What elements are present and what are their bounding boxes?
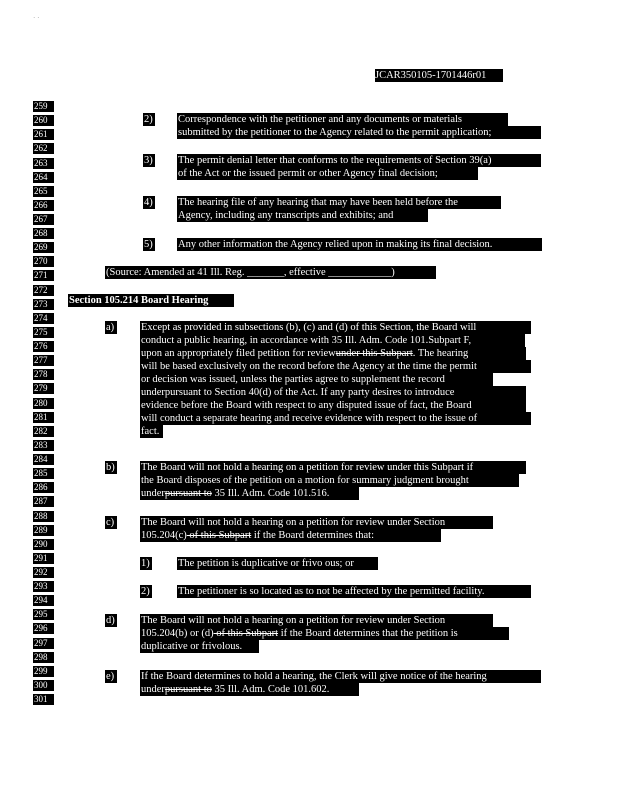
line-number: 298 bbox=[33, 652, 54, 663]
subsection-d-label: d) bbox=[105, 614, 117, 627]
subsection-c-line-2-end: if the Board determines that: bbox=[251, 530, 375, 541]
line-number: 289 bbox=[33, 525, 54, 536]
line-number: 287 bbox=[33, 496, 54, 507]
subsection-a-line-1: Except as provided in subsections (b), (c) and (d) of this Section, the Board will bbox=[140, 321, 531, 334]
line-number: 284 bbox=[33, 454, 54, 465]
subsection-b-line-1: The Board will not hold a hearing on a petition for review under this Subpart if bbox=[140, 461, 526, 474]
line-number: 267 bbox=[33, 214, 54, 225]
line-number: 301 bbox=[33, 694, 54, 705]
line-number: 262 bbox=[33, 143, 54, 154]
subsection-a-line-4: will be based exclusively on the record before the Agency at the time the permit bbox=[140, 360, 531, 373]
line-number: 279 bbox=[33, 383, 54, 394]
item-2-line-2: submitted by the petitioner to the Agency related to the permit application; bbox=[177, 126, 541, 139]
subsection-d-line-2-text: 105.204(b) or (d) bbox=[141, 628, 214, 639]
line-number: 265 bbox=[33, 186, 54, 197]
item-4-number: 4) bbox=[143, 196, 155, 209]
line-number: 283 bbox=[33, 440, 54, 451]
subsection-b-line-2: the Board disposes of the petition on a motion for summary judgment brought bbox=[140, 474, 519, 487]
line-number: 288 bbox=[33, 511, 54, 522]
item-3-number: 3) bbox=[143, 154, 155, 167]
line-number: 266 bbox=[33, 200, 54, 211]
line-number: 273 bbox=[33, 299, 54, 310]
line-number: 286 bbox=[33, 482, 54, 493]
document-id: JCAR350105-1701446r01 bbox=[375, 69, 503, 82]
line-number: 300 bbox=[33, 680, 54, 691]
line-number: 270 bbox=[33, 256, 54, 267]
subsection-e-deleted-text: pursuant to bbox=[164, 684, 212, 695]
subsection-a-line-2: conduct a public hearing, in accordance with 35 Ill. Adm. Code 101.Subpart F, bbox=[140, 334, 525, 347]
line-number: 263 bbox=[33, 158, 54, 169]
subsection-b-deleted-text: pursuant to bbox=[164, 488, 212, 499]
item-4-line-2: Agency, including any transcripts and exhibits; and bbox=[177, 209, 428, 222]
line-number: 276 bbox=[33, 341, 54, 352]
line-number: 297 bbox=[33, 638, 54, 649]
section-heading: Section 105.214 Board Hearing bbox=[68, 294, 234, 307]
subsection-c-2-text: The petitioner is so located as to not be affected by the permitted facility. bbox=[177, 585, 531, 598]
subsection-a-line-3-text: upon an appropriately filed petition for review bbox=[141, 348, 336, 359]
subsection-b-inserted-text: under bbox=[141, 488, 165, 499]
line-number: 259 bbox=[33, 101, 54, 112]
subsection-d-deleted-text: of this Subpart bbox=[213, 628, 279, 639]
subsection-a-line-3 bbox=[140, 347, 526, 360]
line-number: 271 bbox=[33, 270, 54, 281]
item-3-line-2: of the Act or the issued permit or other Agency final decision; bbox=[177, 167, 478, 180]
line-number: 272 bbox=[33, 285, 54, 296]
line-number: 292 bbox=[33, 567, 54, 578]
subsection-a-line-9: fact. bbox=[140, 425, 163, 438]
line-number: 299 bbox=[33, 666, 54, 677]
line-number: 268 bbox=[33, 228, 54, 239]
line-number: 274 bbox=[33, 313, 54, 324]
line-number: 291 bbox=[33, 553, 54, 564]
line-number: 275 bbox=[33, 327, 54, 338]
subsection-c-1-number: 1) bbox=[140, 557, 152, 570]
line-number: 269 bbox=[33, 242, 54, 253]
subsection-b-line-3-end: 35 Ill. Adm. Code 101.516. bbox=[211, 488, 330, 499]
item-4-line-1: The hearing file of any hearing that may have been held before the bbox=[177, 196, 501, 209]
subsection-a-deleted-text: under this Subpart bbox=[335, 348, 413, 359]
subsection-a-label: a) bbox=[105, 321, 117, 334]
subsection-c-2-number: 2) bbox=[140, 585, 152, 598]
line-number: 296 bbox=[33, 623, 54, 634]
subsection-e-line-2 bbox=[140, 683, 359, 696]
subsection-e-label: e) bbox=[105, 670, 117, 683]
subsection-a-line-3-end: . The hearing bbox=[412, 348, 469, 359]
subsection-a-line-7: evidence before the Board with respect to any disputed issue of fact, the Board bbox=[140, 399, 526, 412]
subsection-d-line-1: The Board will not hold a hearing on a petition for review under Section bbox=[140, 614, 493, 627]
line-number: 278 bbox=[33, 369, 54, 380]
item-5-number: 5) bbox=[143, 238, 155, 251]
subsection-e-line-2-end: 35 Ill. Adm. Code 101.602. bbox=[211, 684, 330, 695]
subsection-a-line-6: underpursuant to Section 40(d) of the Act. If any party desires to introduce bbox=[140, 386, 526, 399]
line-number: 295 bbox=[33, 609, 54, 620]
line-number: 293 bbox=[33, 581, 54, 592]
subsection-e-line-1: If the Board determines to hold a hearing, the Clerk will give notice of the hearing bbox=[140, 670, 541, 683]
subsection-a-line-5: or decision was issued, unless the parties agree to supplement the record bbox=[140, 373, 493, 386]
line-number: 261 bbox=[33, 129, 54, 140]
subsection-b-label: b) bbox=[105, 461, 117, 474]
item-3-line-1: The permit denial letter that conforms to the requirements of Section 39(a) bbox=[177, 154, 541, 167]
subsection-c-line-1: The Board will not hold a hearing on a petition for review under Section bbox=[140, 516, 493, 529]
subsection-d-line-3: duplicative or frivolous. bbox=[140, 640, 259, 653]
subsection-a-line-8: will conduct a separate hearing and receive evidence with respect to the issue of bbox=[140, 412, 531, 425]
item-2-number: 2) bbox=[143, 113, 155, 126]
subsection-e-inserted-text: under bbox=[141, 684, 165, 695]
subsection-b-line-3 bbox=[140, 487, 359, 500]
line-number: 280 bbox=[33, 398, 54, 409]
item-2-line-1: Correspondence with the petitioner and any documents or materials bbox=[177, 113, 508, 126]
subsection-d-line-2 bbox=[140, 627, 509, 640]
line-number: 285 bbox=[33, 468, 54, 479]
item-5-line-1: Any other information the Agency relied upon in making its final decision. bbox=[177, 238, 542, 251]
line-number: 281 bbox=[33, 412, 54, 423]
line-number: 277 bbox=[33, 355, 54, 366]
line-number: 264 bbox=[33, 172, 54, 183]
subsection-d-line-2-end: if the Board determines that the petition is bbox=[278, 628, 458, 639]
subsection-c-deleted-text: of this Subpart bbox=[186, 530, 252, 541]
source-note: (Source: Amended at 41 Ill. Reg. _______, effective ____________) bbox=[105, 266, 436, 279]
line-number: 294 bbox=[33, 595, 54, 606]
line-number: 282 bbox=[33, 426, 54, 437]
subsection-c-label: c) bbox=[105, 516, 117, 529]
subsection-c-line-2 bbox=[140, 529, 441, 542]
line-number: 290 bbox=[33, 539, 54, 550]
corner-mark: · · bbox=[33, 14, 40, 22]
line-number: 260 bbox=[33, 115, 54, 126]
subsection-c-line-2-text: 105.204(c) bbox=[141, 530, 187, 541]
subsection-c-1-text: The petition is duplicative or frivo ous; or bbox=[177, 557, 378, 570]
